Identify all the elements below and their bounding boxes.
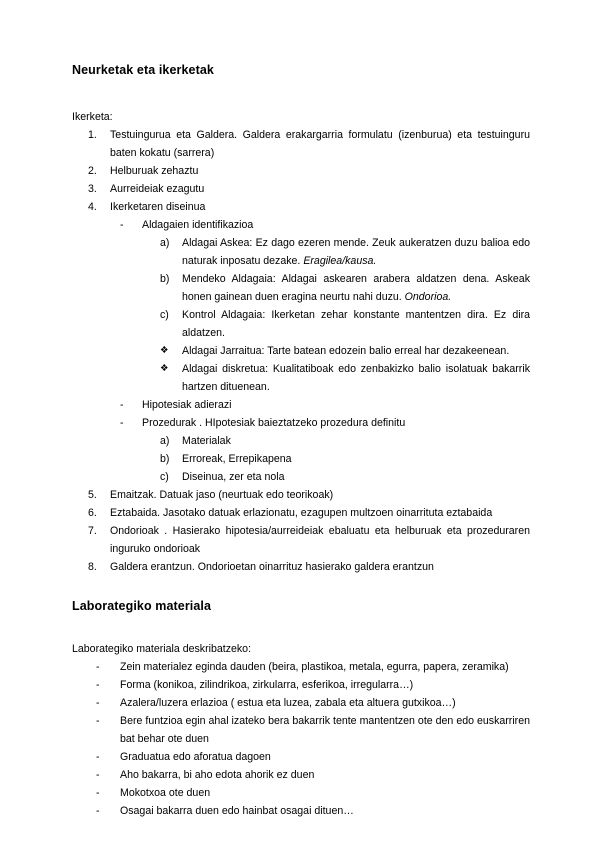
list-item-text: Mokotxoa ote duen — [120, 787, 211, 799]
list-marker: 4. — [88, 201, 97, 213]
list-marker: - — [120, 399, 124, 411]
list-item-text — [182, 270, 530, 306]
list-item-text: Diseinua, zer eta nola — [182, 471, 285, 483]
list-item — [160, 270, 530, 306]
list-item-text: Kontrol Aldagaia: Ikerketan zehar konstante mantentzen dira. Ez dira aldatzen. — [182, 309, 530, 339]
diamond-bullet-icon: ❖ — [160, 345, 169, 356]
list-item — [88, 180, 530, 198]
list-marker: 7. — [88, 525, 97, 537]
list-item-text: Forma (konikoa, zilindrikoa, zirkularra, esferikoa, irregularra…) — [120, 679, 414, 691]
list-marker: 1. — [88, 129, 97, 141]
list-item-text: Zein materialez eginda dauden (beira, plastikoa, metala, egurra, papera, zeramika) — [120, 661, 509, 673]
list-item-text: Bere funtzioa egin ahal izateko bera bakarrik tente mantentzen ote den edo euskarriren bat behar ote duen — [120, 715, 530, 745]
list-marker: - — [96, 787, 100, 799]
list-item — [88, 162, 530, 180]
list-item-text: Osagai bakarra duen edo hainbat osagai dituen… — [120, 805, 354, 817]
list-item — [120, 396, 530, 414]
list-item-text: Graduatua edo aforatua dagoen — [120, 751, 271, 763]
diamond-bullet-icon: ❖ — [160, 363, 169, 374]
list-item-text: Aho bakarra, bi aho edota ahorik ez duen — [120, 769, 315, 781]
list-item — [120, 414, 530, 432]
list-item-text: Aldagai Jarraitua: Tarte batean edozein balio erreal har dezakeenean. — [182, 345, 510, 357]
list-item — [160, 432, 530, 450]
laborategiko-material-list — [72, 658, 530, 820]
list-marker: c) — [160, 309, 169, 321]
aldagai-diamond-list — [72, 342, 530, 396]
aldagai-lettered-list — [72, 234, 530, 342]
list-marker: - — [96, 805, 100, 817]
list-item — [88, 486, 530, 504]
list-item — [120, 216, 530, 234]
list-item-text: Aldagai diskretua: Kualitatiboak edo zenbakizko balio isolatuak bakarrik hartzen dituenean. — [182, 363, 530, 393]
list-item — [88, 504, 530, 522]
list-item-text: Aldagaien identifikazioa — [142, 219, 254, 231]
spacer — [72, 78, 530, 108]
list-marker: 3. — [88, 183, 97, 195]
list-item — [88, 558, 530, 576]
laborategiko-intro-label: Laborategiko materiala deskribatzeko: — [72, 643, 252, 655]
list-marker: - — [96, 769, 100, 781]
list-marker: a) — [160, 237, 170, 249]
ikerketa-ordered-list — [72, 126, 530, 576]
list-item — [160, 468, 530, 486]
list-item — [96, 658, 530, 676]
list-item — [96, 766, 530, 784]
list-marker: - — [120, 417, 124, 429]
list-item-text: Ondorioak . Hasierako hipotesia/aurreideiak ebaluatu eta helburuak eta prozeduraren inguruko ondorioak — [110, 525, 530, 555]
list-item-text: Aurreideiak ezagutu — [110, 183, 205, 195]
list-item — [88, 522, 530, 558]
page-title: Neurketak eta ikerketak — [72, 63, 214, 77]
list-item — [96, 802, 530, 820]
list-item — [96, 784, 530, 802]
spacer — [72, 576, 530, 598]
list-marker: - — [120, 219, 124, 231]
list-marker: 2. — [88, 165, 97, 177]
list-item — [160, 450, 530, 468]
list-marker: 5. — [88, 489, 97, 501]
list-marker: - — [96, 679, 100, 691]
list-item-text: Prozedurak . HIpotesiak baieztatzeko prozedura definitu — [142, 417, 406, 429]
list-item — [96, 694, 530, 712]
list-item-text: Hipotesiak adierazi — [142, 399, 232, 411]
text-run: Aldagai Askea: Ez dago ezeren mende. Zeuk aukeratzen duzu balioa edo naturak inposatu dezake. — [182, 237, 530, 267]
list-marker: 8. — [88, 561, 97, 573]
list-marker: c) — [160, 471, 169, 483]
spacer — [72, 614, 530, 640]
list-item-text: Emaitzak. Datuak jaso (neurtuak edo teorikoak) — [110, 489, 334, 501]
list-item-text: Erroreak, Errepikapena — [182, 453, 292, 465]
list-item-text: Ikerketaren diseinua — [110, 201, 206, 213]
text-run: Mendeko Aldagaia: Aldagai askearen arabera aldatzen dena. Askeak honen gainean duen eragina neurtu nahi duzu. — [182, 273, 530, 303]
list-item-text: Helburuak zehaztu — [110, 165, 199, 177]
list-item-text: Eztabaida. Jasotako datuak erlazionatu, ezagupen multzoen oinarrituta eztabaida — [110, 507, 493, 519]
list-item — [160, 360, 530, 396]
list-item-text: Testuingurua eta Galdera. Galdera erakargarria formulatu (izenburua) eta testuinguru baten kokatu (sarrera) — [110, 129, 530, 159]
list-marker: a) — [160, 435, 170, 447]
list-marker: - — [96, 715, 100, 727]
list-item — [160, 234, 530, 270]
list-item — [96, 748, 530, 766]
list-item-text: Azalera/luzera erlazioa ( estua eta luzea, zabala eta altuera gutxikoa…) — [120, 697, 456, 709]
list-marker: - — [96, 751, 100, 763]
list-item — [88, 126, 530, 162]
list-marker: 6. — [88, 507, 97, 519]
list-item — [88, 198, 530, 216]
list-item-text: Galdera erantzun. Ondorioetan oinarrituz hasierako galdera erantzun — [110, 561, 434, 573]
list-item-text: Materialak — [182, 435, 231, 447]
list-marker: - — [96, 697, 100, 709]
list-item — [160, 306, 530, 342]
prozedurak-lettered-list — [72, 432, 530, 486]
list-marker: b) — [160, 273, 170, 285]
list-marker: b) — [160, 453, 170, 465]
list-item — [96, 712, 530, 748]
ikerketa-intro-label: Ikerketa: — [72, 111, 113, 123]
emphasis-text: Eragilea/kausa. — [303, 255, 377, 267]
list-item-text — [182, 234, 530, 270]
list-item — [160, 342, 530, 360]
emphasis-text: Ondorioa. — [404, 291, 452, 303]
list-marker: - — [96, 661, 100, 673]
section-title-laborategiko: Laborategiko materiala — [72, 599, 212, 613]
ikerketaren-diseinua-sublist — [72, 216, 530, 486]
list-item — [96, 676, 530, 694]
